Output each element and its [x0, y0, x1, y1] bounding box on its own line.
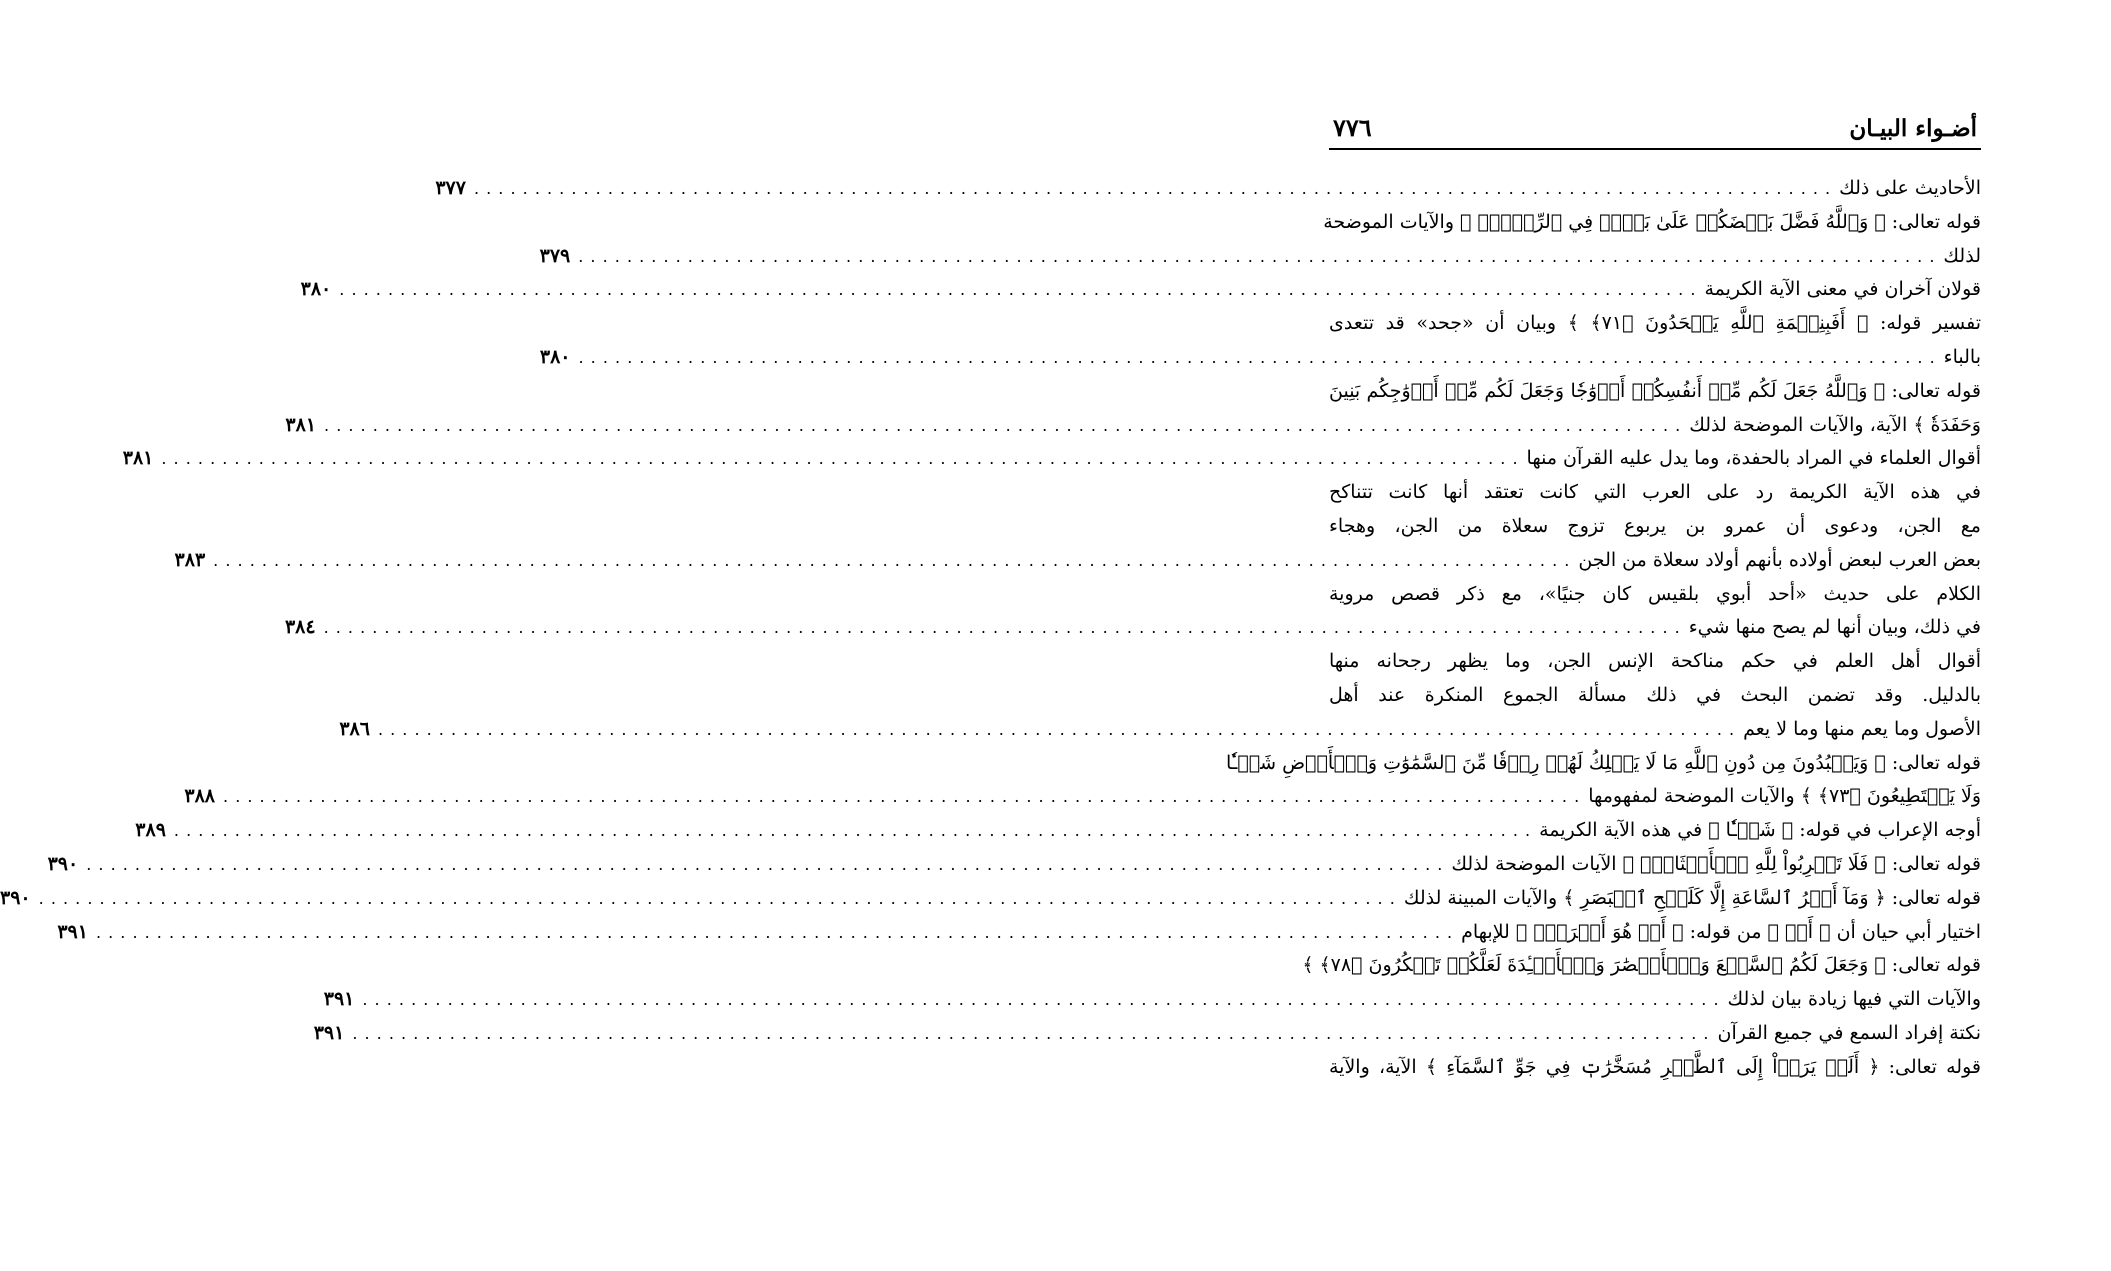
- toc-entry-text: الأصول وما يعم منها وما لا يعم: [1743, 717, 1981, 740]
- toc-page-number: ٣٨١: [285, 413, 317, 436]
- toc-entry-text: بعض العرب لبعض أولاده بأنهم أولاد سعلاة من الجن: [1578, 548, 1981, 571]
- toc-page-number: ٣٧٧: [435, 177, 466, 199]
- toc-line: [285, 409, 1981, 443]
- toc-line: [339, 713, 1981, 747]
- toc-line: [1329, 375, 1981, 409]
- dot-leader: [161, 442, 1518, 476]
- toc-page-number: ٣٨١: [122, 447, 154, 470]
- toc-page: [0, 100, 1982, 1085]
- dot-leader: [324, 611, 1681, 645]
- toc-entry-text: بالدليل. وقد تضمن البحث في ذلك مسألة الجموع المنكرة عند أهل: [1329, 683, 1981, 706]
- dot-leader: [39, 882, 1396, 916]
- toc-line: [135, 814, 1981, 848]
- toc-line: [1329, 510, 1981, 544]
- toc-line: [323, 983, 1981, 1017]
- toc-entry-text: والآيات التي فيها زيادة بيان لذلك: [1727, 988, 1981, 1011]
- toc-entry-text: أوجه الإعراب في قوله: ﴿ شَيۡـٔٗا ﴾ في هذه الآية الكريمة: [1539, 819, 1981, 842]
- dot-leader: [96, 916, 1453, 950]
- dot-leader: [579, 341, 1936, 375]
- toc-page-number: ٣٨٠: [539, 345, 571, 368]
- toc-entry-text: أقوال أهل العلم في حكم مناكحة الإنس الجن، وما يظهر رجحانه منها: [1329, 650, 1981, 673]
- dot-leader: [223, 780, 1580, 814]
- toc-entry-text: وَلَا يَسۡتَطِيعُونَ ﴿٧٣﴾ ﴾ والآيات الموضحة لمفهومها: [1588, 785, 1981, 808]
- toc-entry-text: قوله تعالى: ﴿ وَٱللَّهُ فَضَّلَ بَعۡضَكُمۡ عَلَىٰ بَعۡضٖ فِي ٱلرِّزۡقِۚ ﴾ والآيات الموضحة: [1323, 210, 1981, 233]
- dot-leader: [352, 1017, 1709, 1051]
- toc-line: [300, 273, 1981, 307]
- toc-entry-text: قولان آخران في معنى الآية الكريمة: [1704, 278, 1981, 301]
- toc-entry-text: نكتة إفراد السمع في جميع القرآن: [1717, 1021, 1981, 1044]
- dot-leader: [339, 273, 1696, 307]
- toc-line: [435, 172, 1981, 206]
- dot-leader: [578, 240, 1935, 274]
- toc-line: [539, 341, 1981, 375]
- toc-entry-text: قوله تعالى: ﴿ فَلَا تَضۡرِبُواْ لِلَّهِ ٱلۡأَمۡثَالَۚ ﴾ الآيات الموضحة لذلك: [1451, 852, 1981, 875]
- toc-entry-text: اختيار أبي حيان أن ﴿ أَوۡ ﴾ من قوله: ﴿ أَوۡ هُوَ أَقۡرَبُۚ ﴾ للإبهام: [1461, 920, 1981, 943]
- toc-page-number: ٣٩١: [323, 988, 355, 1011]
- dot-leader: [474, 172, 1831, 206]
- toc-line: [0, 882, 1981, 916]
- toc-entry-text: الأحاديث على ذلك: [1839, 177, 1981, 199]
- toc-line: [1225, 747, 1981, 781]
- toc-line: [1329, 679, 1981, 713]
- toc-page-number: ٣٧٩: [539, 244, 571, 267]
- toc-line: [47, 848, 1981, 882]
- toc-page-number: ٣٩١: [57, 920, 88, 943]
- toc-page-number: ٣٨٤: [284, 616, 316, 639]
- toc-line: [1302, 949, 1981, 983]
- dot-leader: [378, 713, 1735, 747]
- running-header: [1329, 100, 1981, 150]
- toc-line: [1329, 307, 1981, 341]
- toc-page-number: ٣٩٠: [0, 886, 31, 909]
- toc-line: [1329, 1051, 1981, 1085]
- toc-line: [284, 611, 1981, 645]
- toc-line: [1329, 476, 1981, 510]
- toc-entry-text: مع الجن، ودعوى أن عمرو بن يربوع تزوج سعلاة من الجن، وهجاء: [1329, 514, 1981, 537]
- toc-entry-text: في ذلك، وبيان أنها لم يصح منها شيء: [1688, 616, 1981, 639]
- toc-entry-text: بالباء: [1943, 345, 1981, 368]
- dot-leader: [324, 409, 1681, 443]
- dot-leader: [86, 848, 1443, 882]
- toc-entry-text: قوله تعالى: ﴿ وَمَآ أَمۡرُ ٱلسَّاعَةِ إِلَّا كَلَمۡحِ ٱلۡبَصَرِ ﴾ والآيات المبينة لذلك: [1403, 886, 1981, 909]
- toc-entry-text: في هذه الآية الكريمة رد على العرب التي كانت تعتقد أنها كانت تتناكح: [1329, 481, 1981, 504]
- toc-entry-text: الكلام على حديث «أحد أبوي بلقيس كان جنيًا»، مع ذكر قصص مروية: [1329, 582, 1981, 605]
- toc-entry-text: تفسير قوله: ﴿ أَفَبِنِعۡمَةِ ٱللَّهِ يَجۡحَدُونَ ﴿٧١﴾ ﴾ وبيان أن «جحد» قد تتعدى: [1329, 312, 1982, 335]
- dot-leader: [362, 983, 1719, 1017]
- toc-line: [1323, 206, 1981, 240]
- toc-page-number: ٣٩٠: [47, 852, 79, 875]
- toc-entry-text: قوله تعالى: ﴿ وَٱللَّهُ جَعَلَ لَكُم مِّنۡ أَنفُسِكُمۡ أَزۡوَٰجٗا وَجَعَلَ لَكُم مِّنۡ أَزۡوَٰجِكُم بَنِينَ: [1329, 379, 1981, 402]
- toc-line: [57, 916, 1981, 950]
- book-title: أضـواء البيـان: [1849, 115, 1977, 142]
- toc-page-number: ٣٨٨: [184, 785, 216, 808]
- table-of-contents: [0, 172, 1982, 1085]
- toc-line: [539, 240, 1981, 274]
- toc-entry-text: قوله تعالى: ﴿ وَيَعۡبُدُونَ مِن دُونِ ٱللَّهِ مَا لَا يَمۡلِكُ لَهُمۡ رِزۡقٗا مِّنَ ٱلسَّمَٰوَٰتِ وَٱلۡأَرۡضِ شَيۡـٔٗا: [1225, 751, 1981, 774]
- toc-entry-text: قوله تعالى: ﴿ أَلَمۡ يَرَوۡاْ إِلَى ٱلطَّيۡرِ مُسَخَّرَٰتٖ فِي جَوِّ ٱلسَّمَآءِ ﴾ الآية، والآية: [1329, 1055, 1981, 1078]
- toc-page-number: ٣٩١: [313, 1021, 345, 1044]
- toc-line: [1329, 645, 1981, 679]
- toc-page-number: ٣٨٣: [174, 548, 206, 571]
- toc-entry-text: أقوال العلماء في المراد بالحفدة، وما يدل عليه القرآن منها: [1526, 447, 1981, 470]
- page-number: ٧٧٦: [1333, 113, 1372, 142]
- dot-leader: [213, 544, 1570, 578]
- toc-page-number: ٣٨٠: [300, 278, 332, 301]
- toc-entry-text: وَحَفَدَةٗ ﴾ الآية، والآيات الموضحة لذلك: [1689, 413, 1981, 436]
- toc-page-number: ٣٨٩: [135, 819, 166, 842]
- toc-line: [1329, 578, 1981, 612]
- toc-line: [174, 544, 1981, 578]
- dot-leader: [174, 814, 1531, 848]
- toc-line: [184, 780, 1981, 814]
- toc-page-number: ٣٨٦: [339, 717, 370, 740]
- toc-line: [122, 442, 1981, 476]
- toc-line: [313, 1017, 1981, 1051]
- toc-entry-text: لذلك: [1943, 244, 1981, 267]
- toc-entry-text: قوله تعالى: ﴿ وَجَعَلَ لَكُمُ ٱلسَّمۡعَ وَٱلۡأَبۡصَٰرَ وَٱلۡأَفۡـِٔدَةَ لَعَلَّكُمۡ تَشۡكُرُونَ ﴿٧٨﴾ ﴾: [1302, 954, 1981, 977]
